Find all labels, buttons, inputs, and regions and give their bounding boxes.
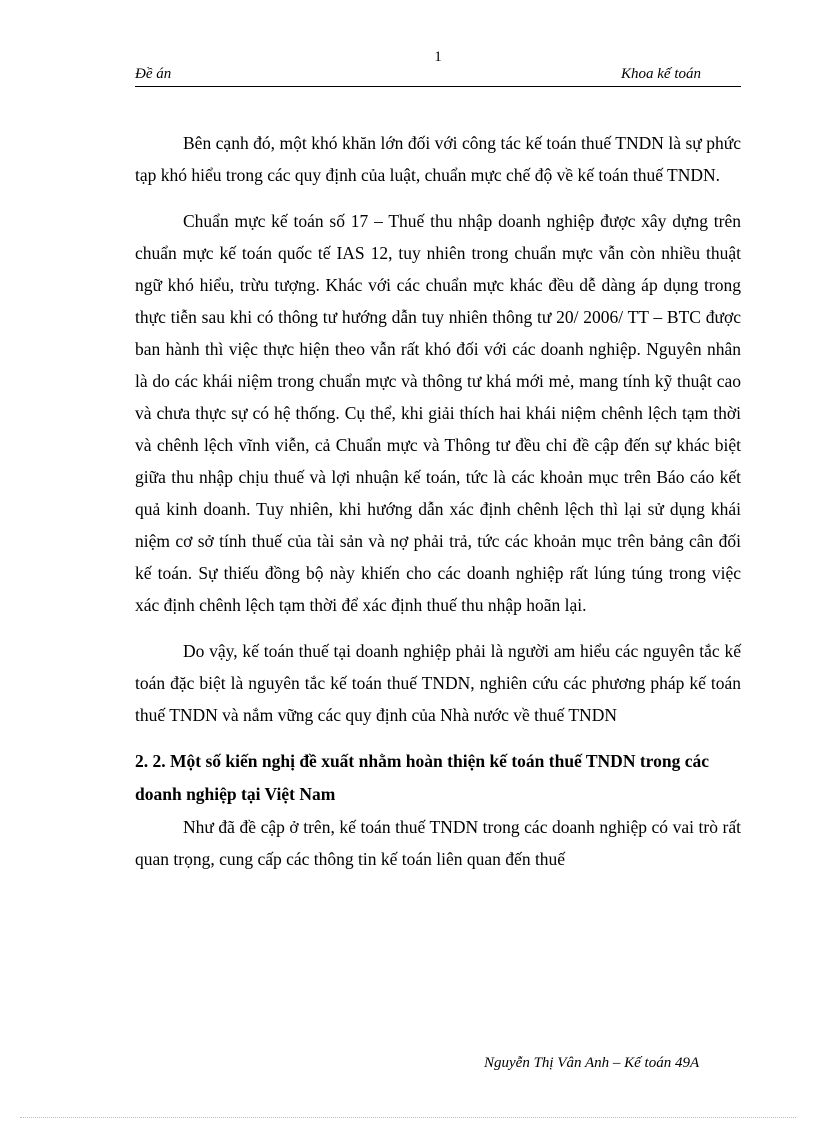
- paragraph-conclusion: Do vậy, kế toán thuế tại doanh nghiệp phải là người am hiểu các nguyên tắc kế toán đặc biệt là nguyên tắc kế toán thuế TNDN, nghiên cứu các phương pháp kế toán thuế TNDN và nắm vững các quy định của Nhà nước về thuế TNDN: [135, 641, 741, 725]
- paragraph-standard-17: Chuẩn mực kế toán số 17 – Thuế thu nhập doanh nghiệp được xây dựng trên chuẩn mực kế toán quốc tế IAS 12, tuy nhiên trong chuẩn mực vẫn còn nhiều thuật ngữ khó hiểu, trừu tượng. Khác với các chuẩn mực khác đều dễ dàng áp dụng trong thực tiễn sau khi có thông tư hướng dẫn tuy nhiên thông tư 20/ 2006/ TT – BTC được ban hành thì việc thực hiện theo vẫn rất khó đối với các doanh nghiệp. Nguyên nhân là do các khái niệm trong chuẩn mực và thông tư khá mới mẻ, mang tính kỹ thuật cao và chưa thực sự có hệ thống. Cụ thể, khi giải thích hai khái niệm chênh lệch tạm thời và chênh lệch vĩnh viễn, cả Chuẩn mực và Thông tư đều chỉ đề cập đến sự khác biệt giữa thu nhập chịu thuế và lợi nhuận kế toán, tức là các khoản mục trên Báo cáo kết quả kinh doanh. Tuy nhiên, khi hướng dẫn xác định chênh lệch thì lại sử dụng khái niệm cơ sở tính thuế của tài sản và nợ phải trả, tức các khoản mục trên bảng cân đối kế toán. Sự thiếu đồng bộ này khiến cho các doanh nghiệp rất lúng túng trong việc xác định chênh lệch tạm thời để xác định thuế thu nhập hoãn lại.: [135, 211, 741, 615]
- document-body: [135, 127, 741, 889]
- running-header: [135, 66, 741, 87]
- page-number: 1: [434, 49, 442, 65]
- paragraph-intro: Như đã đề cập ở trên, kế toán thuế TNDN trong các doanh nghiệp có vai trò rất quan trọng, cung cấp các thông tin kế toán liên quan đến thuế: [135, 817, 741, 869]
- section-heading: 2. 2. Một số kiến nghị đề xuất nhằm hoàn thiện kế toán thuế TNDN trong các doanh nghiệp tại Việt Nam: [135, 751, 710, 804]
- header-left: Đề án: [135, 66, 172, 82]
- header-right: Khoa kế toán: [621, 66, 701, 82]
- page-bottom-border: [20, 1117, 796, 1118]
- paragraph-difficulty: Bên cạnh đó, một khó khăn lớn đối với công tác kế toán thuế TNDN là sự phức tạp khó hiểu trong các quy định của luật, chuẩn mực chế độ về kế toán thuế TNDN.: [135, 133, 741, 185]
- running-footer: Nguyễn Thị Vân Anh – Kế toán 49A: [484, 1055, 700, 1071]
